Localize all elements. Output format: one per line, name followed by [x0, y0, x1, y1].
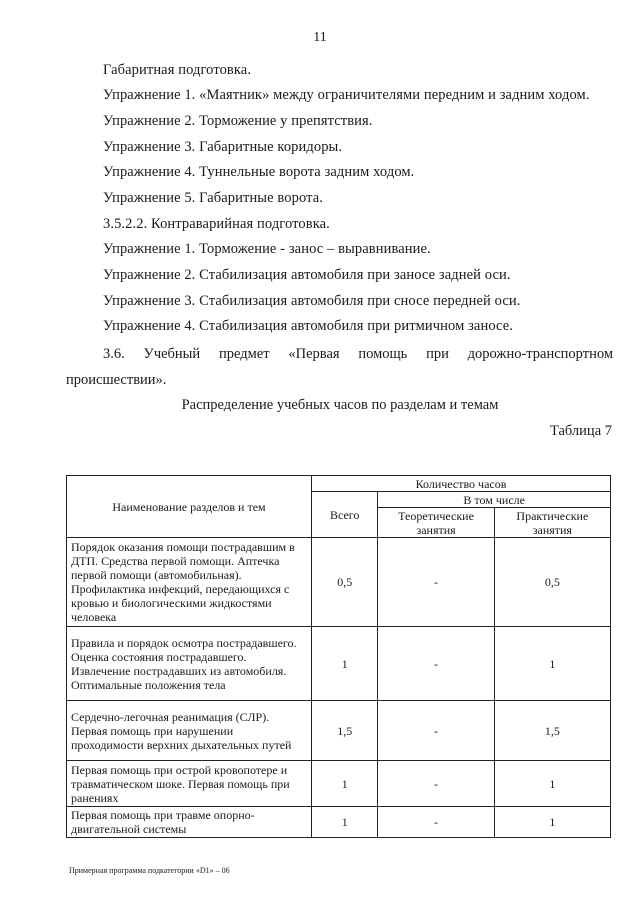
paragraph-dimensional-training: Габаритная подготовка. [103, 62, 252, 78]
paragraph-exercise-3: Упражнение 3. Габаритные коридоры. [103, 139, 343, 155]
row-total: 0,5 [312, 538, 378, 627]
table-row [67, 807, 611, 838]
row-topic: Первая помощь при травме опорно-двигательной системы [67, 807, 312, 838]
section-heading-word: «Первая [288, 346, 340, 362]
row-practice: 1 [494, 627, 610, 701]
paragraph-exercise-4: Упражнение 4. Туннельные ворота задним ходом. [103, 164, 415, 180]
header-theory: Теоретические занятия [378, 508, 494, 538]
row-topic: Сердечно-легочная реанимация (СЛР). Первая помощь при нарушении проходимости верхних дыхательных путей [67, 701, 312, 761]
section-heading-word: дорожно-транспортном [467, 346, 613, 362]
header-name: Наименование разделов и тем [67, 476, 312, 538]
hours-distribution-table [66, 475, 611, 838]
row-total: 1 [312, 807, 378, 838]
paragraph-ce-exercise-1: Упражнение 1. Торможение - занос – выравнивание. [103, 241, 431, 257]
row-total: 1 [312, 761, 378, 807]
page-footer: Примерная программа подкатегории «D1» – 06 [69, 866, 230, 875]
row-theory: - [378, 538, 494, 627]
table-caption: Распределение учебных часов по разделам и темам [181, 397, 499, 413]
row-theory: - [378, 807, 494, 838]
row-topic: Порядок оказания помощи пострадавшим в ДТП. Средства первой помощи. Аптечка первой помощи (автомобильная). Профилактика инфекций, передающихся с кровью и биологическими жидкостями человека [67, 538, 312, 627]
section-heading-continuation: происшествии». [66, 372, 167, 388]
section-heading-word: Учебный [143, 346, 201, 362]
paragraph-counter-emergency: 3.5.2.2. Контраварийная подготовка. [103, 216, 330, 232]
section-heading [103, 346, 613, 363]
row-theory: - [378, 761, 494, 807]
paragraph-ce-exercise-4: Упражнение 4. Стабилизация автомобиля при ритмичном заносе. [103, 318, 514, 334]
table-row [67, 627, 611, 701]
header-practice: Практические занятия [494, 508, 610, 538]
paragraph-exercise-2: Упражнение 2. Торможение у препятствия. [103, 113, 373, 129]
row-theory: - [378, 627, 494, 701]
table-row [67, 538, 611, 627]
row-total: 1,5 [312, 701, 378, 761]
paragraph-ce-exercise-2: Упражнение 2. Стабилизация автомобиля при заносе задней оси. [103, 267, 511, 283]
page-number: 11 [313, 30, 327, 45]
row-practice: 1,5 [494, 701, 610, 761]
paragraph-exercise-1: Упражнение 1. «Маятник» между ограничителями передним и задним ходом. [103, 87, 590, 103]
row-topic: Правила и порядок осмотра пострадавшего. Оценка состояния пострадавшего. Извлечение пострадавших из автомобиля. Оптимальные положения тела [67, 627, 312, 701]
header-hours-group: Количество часов [312, 476, 611, 492]
section-heading-word: при [426, 346, 449, 362]
paragraph-ce-exercise-3: Упражнение 3. Стабилизация автомобиля при сносе передней оси. [103, 293, 521, 309]
section-heading-word: помощь [358, 346, 408, 362]
row-practice: 1 [494, 807, 610, 838]
row-practice: 1 [494, 761, 610, 807]
header-total: Всего [312, 492, 378, 538]
table-label: Таблица 7 [549, 423, 612, 439]
row-theory: - [378, 701, 494, 761]
row-topic: Первая помощь при острой кровопотере и травматическом шоке. Первая помощь при ранениях [67, 761, 312, 807]
section-heading-word: 3.6. [103, 346, 125, 362]
table-row [67, 761, 611, 807]
section-heading-word: предмет [218, 346, 270, 362]
header-including: В том числе [378, 492, 611, 508]
paragraph-exercise-5: Упражнение 5. Габаритные ворота. [103, 190, 323, 206]
table-row [67, 701, 611, 761]
row-total: 1 [312, 627, 378, 701]
row-practice: 0,5 [494, 538, 610, 627]
